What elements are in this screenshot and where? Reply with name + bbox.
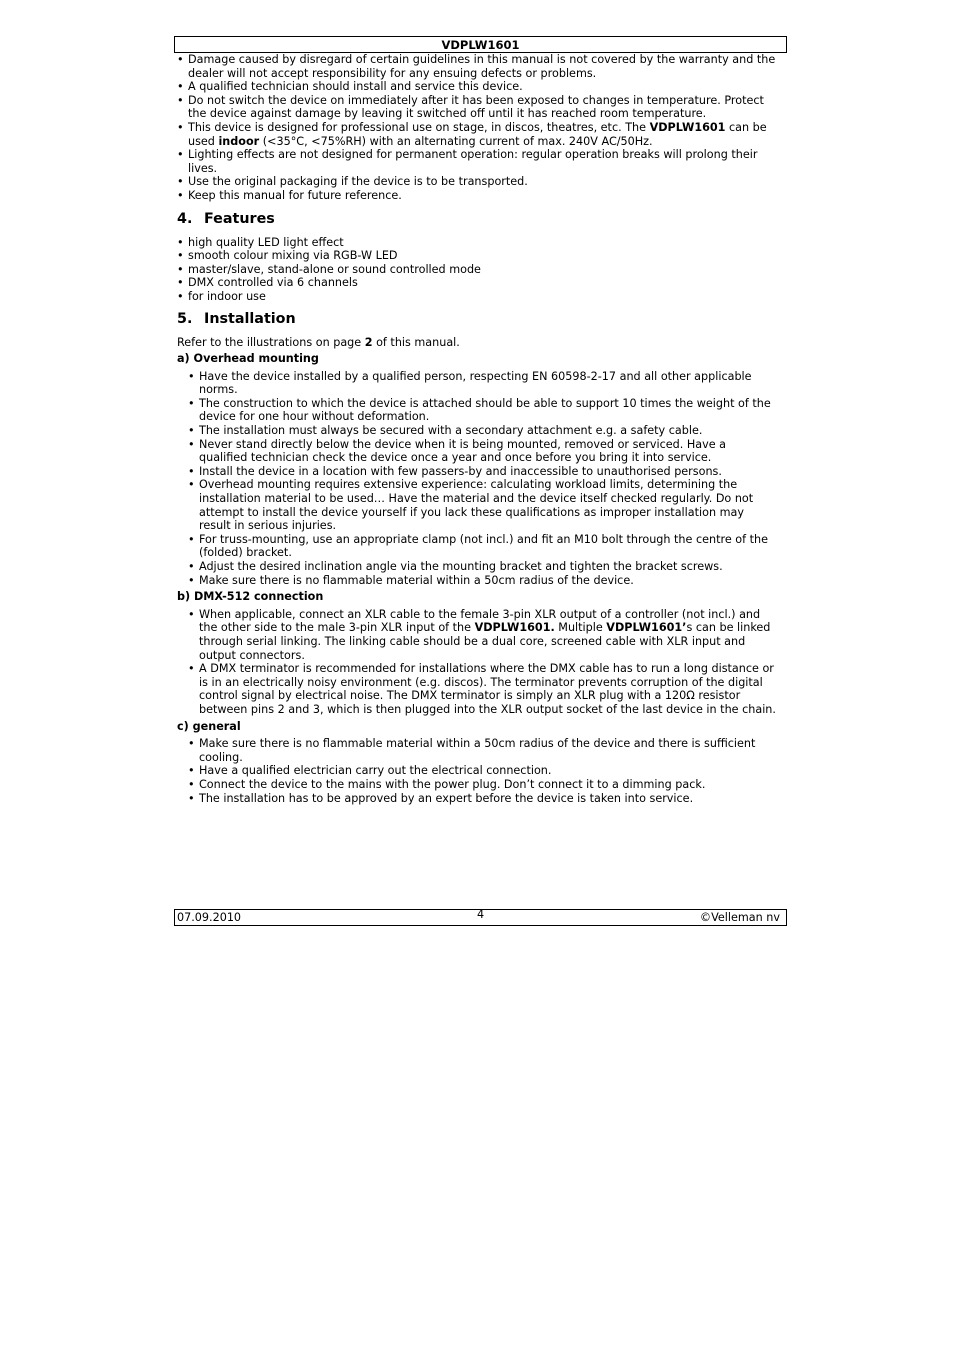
list-item — [177, 53, 777, 80]
text: s can be linked through serial linking. The linking cable should be a dual core, screened cable with XLR input and output connectors. — [199, 621, 771, 662]
features-list — [177, 236, 777, 304]
installation-intro — [177, 336, 777, 350]
footer-date: 07.09.2010 — [177, 911, 242, 924]
list-item: • smooth colour mixing via RGB-W LED — [177, 249, 777, 263]
bold-text: indoor — [218, 134, 260, 148]
list-item — [188, 737, 777, 764]
text: Install the device in a location with few passers-by and inaccessible to unauthorised persons. — [199, 464, 722, 478]
dmx-connection-list — [188, 608, 777, 717]
intro-text: Refer to the illustrations on page — [177, 335, 365, 349]
list-item — [188, 438, 777, 465]
page-footer — [174, 909, 787, 926]
list-item — [177, 189, 777, 203]
page-header — [174, 36, 787, 53]
list-item — [188, 560, 777, 574]
intro-page-ref: 2 — [364, 335, 373, 349]
text: For truss-mounting, use an appropriate clamp (not incl.) and fit an M10 bolt through the centre of the (folded) bracket. — [199, 532, 768, 560]
overhead-mounting-list — [188, 370, 777, 588]
text: A qualified technician should install and service this device. — [188, 80, 523, 94]
list-item — [188, 370, 777, 397]
text: The installation must always be secured with a secondary attachment e.g. a safety cable. — [199, 424, 703, 438]
text: When applicable, connect an XLR cable to the female 3-pin XLR output of a controller (not incl.) and the other side to the male 3-pin XLR input of the — [199, 607, 761, 635]
text: Make sure there is no flammable material within a 50cm radius of the device and there is sufficient cooling. — [199, 737, 756, 764]
list-item: • master/slave, stand-alone or sound controlled mode — [177, 263, 777, 277]
features-number: 4. — [177, 210, 193, 227]
list-item — [177, 175, 777, 189]
bold-text: VDPLW1601. — [474, 621, 555, 635]
list-item — [177, 80, 777, 94]
installation-number: 5. — [177, 310, 193, 327]
general-heading: c) general — [177, 719, 241, 733]
features-heading — [177, 211, 777, 227]
text: Multiple — [554, 621, 607, 635]
general-list — [188, 737, 777, 805]
dmx-connection-heading: b) DMX-512 connection — [177, 590, 324, 604]
overhead-mounting-heading: a) Overhead mounting — [177, 352, 319, 366]
installation-title: Installation — [204, 310, 296, 327]
bold-text: VDPLW1601 — [649, 120, 726, 134]
list-item — [188, 424, 777, 438]
text: Have the device installed by a qualified person, respecting EN 60598-2-17 and all other applicable norms. — [199, 369, 752, 397]
text: Damage caused by disregard of certain guidelines in this manual is not covered by the warranty and the dealer will not accept responsibility for any ensuing defects or problems. — [188, 53, 776, 80]
intro-text-end: of this manual. — [372, 335, 460, 349]
text: (<35°C, <75%RH) with an alternating current of max. 240V AC/50Hz. — [259, 134, 653, 148]
list-item — [188, 574, 777, 588]
list-item — [188, 465, 777, 479]
list-item — [188, 478, 777, 532]
text: can be used — [188, 120, 767, 148]
list-item — [177, 121, 777, 148]
footer-page-number: 4 — [476, 908, 485, 921]
text: Never stand directly below the device when it is being mounted, removed or serviced. Have a qualified technician check the device once a year and once before you bring it into service. — [199, 437, 727, 465]
list-item — [188, 397, 777, 424]
installation-heading — [177, 311, 777, 327]
text: A DMX terminator is recommended for installations where the DMX cable has to run a long distance or is in an electrically noisy environment (e.g. discos). The terminator prevents corruption of the digital control signal by electrical noise. The DMX terminator is simply an XLR plug with a 120Ω resistor between pins 2 and 3, which is then plugged into the XLR output socket of the last device in the chain. — [199, 662, 776, 716]
list-item — [177, 94, 777, 121]
list-item — [188, 792, 777, 806]
text: Overhead mounting requires extensive experience: calculating workload limits, determining the installation material to be used… Have the material and the device itself checked regularly. Do not attempt to install the device yourself if you lack these qualifications as improper installation may result in serious injuries. — [199, 478, 754, 533]
list-item — [188, 662, 777, 716]
list-item: • DMX controlled via 6 channels — [177, 276, 777, 290]
text: Make sure there is no flammable material within a 50cm radius of the device. — [199, 573, 634, 587]
text: This device is designed for professional use on stage, in discos, theatres, etc. The — [188, 120, 650, 134]
features-title: Features — [204, 210, 275, 227]
list-item — [188, 533, 777, 560]
text: Have a qualified electrician carry out the electrical connection. — [199, 764, 552, 778]
text: Adjust the desired inclination angle via the mounting bracket and tighten the bracket screws. — [199, 560, 723, 573]
text: The installation has to be approved by an expert before the device is taken into service. — [199, 791, 694, 805]
list-item: • high quality LED light effect — [177, 236, 777, 250]
text: Keep this manual for future reference. — [188, 188, 402, 202]
intro-bullet-list — [177, 53, 777, 203]
text: The construction to which the device is attached should be able to support 10 times the weight of the device for one hour without deformation. — [199, 396, 771, 424]
text: Do not switch the device on immediately after it has been exposed to changes in temperature. Protect the device against damage by leaving it switched off until it has reached room temperature. — [188, 93, 764, 121]
footer-copyright: ©Velleman nv — [699, 911, 780, 924]
list-item — [188, 608, 777, 662]
list-item — [177, 148, 777, 175]
header-title: VDPLW1601 — [441, 38, 520, 52]
text: Lighting effects are not designed for permanent operation: regular operation breaks will prolong their lives. — [188, 148, 758, 175]
list-item — [188, 764, 777, 778]
list-item — [188, 778, 777, 792]
text: Connect the device to the mains with the power plug. Don’t connect it to a dimming pack. — [199, 777, 706, 791]
page-content — [177, 53, 777, 805]
bold-text: VDPLW1601’ — [606, 621, 687, 635]
text: Use the original packaging if the device is to be transported. — [188, 175, 528, 189]
list-item: • for indoor use — [177, 290, 777, 304]
